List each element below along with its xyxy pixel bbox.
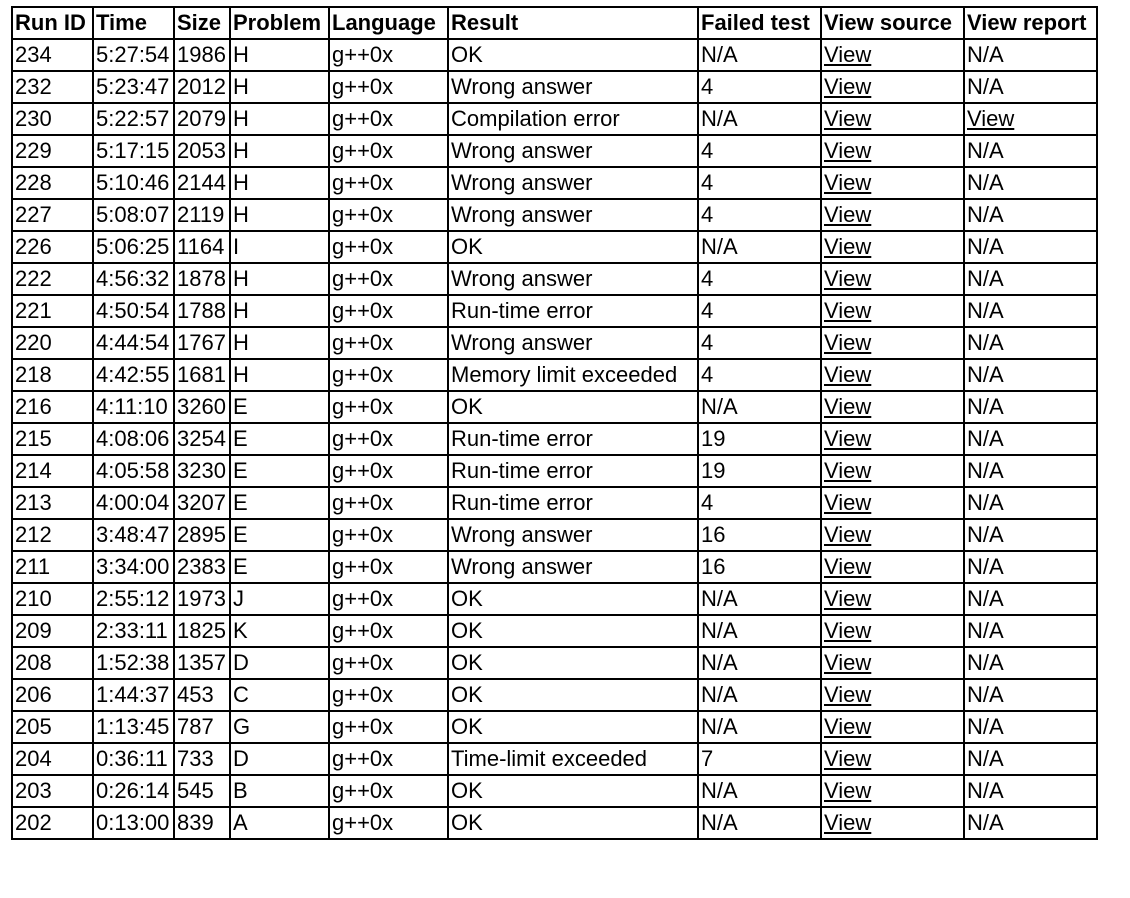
cell-run-id: 208 [12,647,93,679]
cell-failed-test: 4 [698,327,821,359]
cell-problem: H [230,39,329,71]
cell-problem: D [230,743,329,775]
header-failed-test: Failed test [698,7,821,39]
cell-view-source [821,519,964,551]
table-row [12,647,1097,679]
cell-result: Run-time error [448,455,698,487]
cell-result: OK [448,647,698,679]
view-source-link[interactable]: View [824,138,872,163]
cell-problem: E [230,551,329,583]
header-problem: Problem [230,7,329,39]
cell-result: OK [448,679,698,711]
cell-view-report: N/A [964,71,1097,103]
view-source-link[interactable]: View [824,714,872,739]
cell-view-source [821,551,964,583]
cell-language: g++0x [329,295,448,327]
cell-language: g++0x [329,199,448,231]
view-report-link[interactable]: View [967,106,1015,131]
cell-failed-test: N/A [698,39,821,71]
cell-view-report: N/A [964,263,1097,295]
cell-time: 5:10:46 [93,167,174,199]
cell-language: g++0x [329,423,448,455]
table-row [12,71,1097,103]
cell-size: 2144 [174,167,230,199]
view-source-link[interactable]: View [824,458,872,483]
cell-problem: H [230,167,329,199]
cell-view-source [821,167,964,199]
cell-view-source [821,807,964,839]
table-row [12,775,1097,807]
cell-language: g++0x [329,487,448,519]
cell-language: g++0x [329,359,448,391]
cell-time: 4:56:32 [93,263,174,295]
cell-size: 733 [174,743,230,775]
cell-size: 1825 [174,615,230,647]
cell-run-id: 214 [12,455,93,487]
view-source-link[interactable]: View [824,394,872,419]
cell-failed-test: 16 [698,551,821,583]
view-source-link[interactable]: View [824,106,872,131]
cell-view-report: N/A [964,583,1097,615]
cell-language: g++0x [329,679,448,711]
cell-failed-test: N/A [698,583,821,615]
cell-view-report: N/A [964,167,1097,199]
cell-run-id: 228 [12,167,93,199]
cell-result: Run-time error [448,487,698,519]
cell-time: 5:27:54 [93,39,174,71]
table-row [12,39,1097,71]
table-row [12,103,1097,135]
cell-time: 2:55:12 [93,583,174,615]
cell-view-source [821,135,964,167]
table-row [12,487,1097,519]
view-source-link[interactable]: View [824,426,872,451]
view-source-link[interactable]: View [824,298,872,323]
cell-language: g++0x [329,807,448,839]
cell-view-source [821,231,964,263]
cell-failed-test: N/A [698,807,821,839]
cell-view-source [821,263,964,295]
cell-failed-test: 4 [698,135,821,167]
cell-run-id: 229 [12,135,93,167]
table-row [12,295,1097,327]
view-source-link[interactable]: View [824,746,872,771]
view-source-link[interactable]: View [824,810,872,835]
cell-view-source [821,455,964,487]
cell-result: Wrong answer [448,199,698,231]
cell-size: 1681 [174,359,230,391]
cell-view-report: N/A [964,711,1097,743]
cell-view-report: N/A [964,743,1097,775]
view-source-link[interactable]: View [824,74,872,99]
cell-result: OK [448,231,698,263]
cell-view-source [821,199,964,231]
cell-view-report: N/A [964,679,1097,711]
table-row [12,455,1097,487]
cell-result: Compilation error [448,103,698,135]
cell-failed-test: 16 [698,519,821,551]
cell-size: 2895 [174,519,230,551]
cell-view-source [821,71,964,103]
table-row [12,551,1097,583]
cell-time: 3:34:00 [93,551,174,583]
cell-result: Wrong answer [448,71,698,103]
cell-time: 5:23:47 [93,71,174,103]
cell-size: 1878 [174,263,230,295]
cell-problem: H [230,295,329,327]
view-source-link[interactable]: View [824,554,872,579]
cell-size: 3254 [174,423,230,455]
header-result: Result [448,7,698,39]
cell-time: 4:44:54 [93,327,174,359]
table-row [12,391,1097,423]
cell-failed-test: N/A [698,615,821,647]
view-source-link[interactable]: View [824,330,872,355]
cell-problem: I [230,231,329,263]
cell-time: 5:22:57 [93,103,174,135]
cell-problem: H [230,199,329,231]
cell-language: g++0x [329,519,448,551]
cell-run-id: 215 [12,423,93,455]
cell-view-report: N/A [964,423,1097,455]
cell-view-source [821,103,964,135]
cell-run-id: 210 [12,583,93,615]
cell-time: 4:05:58 [93,455,174,487]
cell-failed-test: 4 [698,263,821,295]
cell-view-report: N/A [964,775,1097,807]
cell-result: Wrong answer [448,519,698,551]
cell-failed-test: 4 [698,167,821,199]
cell-result: Wrong answer [448,263,698,295]
cell-view-report: N/A [964,455,1097,487]
cell-size: 3260 [174,391,230,423]
cell-view-report: N/A [964,135,1097,167]
cell-problem: H [230,103,329,135]
cell-size: 453 [174,679,230,711]
cell-failed-test: N/A [698,231,821,263]
runs-table [11,6,1098,840]
cell-view-source [821,647,964,679]
cell-result: Run-time error [448,423,698,455]
cell-problem: H [230,135,329,167]
cell-view-report: N/A [964,551,1097,583]
cell-run-id: 204 [12,743,93,775]
view-source-link[interactable]: View [824,362,872,387]
cell-time: 4:42:55 [93,359,174,391]
cell-view-source [821,487,964,519]
view-source-link[interactable]: View [824,618,872,643]
cell-failed-test: 7 [698,743,821,775]
cell-result: OK [448,615,698,647]
cell-view-source [821,743,964,775]
cell-view-report: N/A [964,615,1097,647]
cell-language: g++0x [329,39,448,71]
cell-time: 4:08:06 [93,423,174,455]
cell-time: 0:26:14 [93,775,174,807]
cell-run-id: 211 [12,551,93,583]
header-size: Size [174,7,230,39]
cell-problem: C [230,679,329,711]
view-source-link[interactable]: View [824,682,872,707]
cell-view-report: N/A [964,231,1097,263]
cell-view-report: N/A [964,199,1097,231]
cell-time: 5:17:15 [93,135,174,167]
cell-language: g++0x [329,583,448,615]
table-row [12,199,1097,231]
cell-view-report: N/A [964,39,1097,71]
cell-size: 3207 [174,487,230,519]
cell-failed-test: 4 [698,71,821,103]
cell-failed-test: 19 [698,455,821,487]
cell-run-id: 206 [12,679,93,711]
table-row [12,583,1097,615]
cell-time: 4:11:10 [93,391,174,423]
cell-view-report [964,103,1097,135]
cell-time: 5:08:07 [93,199,174,231]
table-row [12,519,1097,551]
cell-result: Wrong answer [448,327,698,359]
cell-result: OK [448,775,698,807]
cell-run-id: 226 [12,231,93,263]
view-source-link[interactable]: View [824,522,872,547]
table-row [12,167,1097,199]
cell-result: OK [448,39,698,71]
cell-language: g++0x [329,615,448,647]
cell-language: g++0x [329,391,448,423]
cell-view-source [821,711,964,743]
cell-size: 2012 [174,71,230,103]
cell-run-id: 213 [12,487,93,519]
cell-time: 2:33:11 [93,615,174,647]
cell-time: 1:44:37 [93,679,174,711]
cell-run-id: 209 [12,615,93,647]
cell-language: g++0x [329,455,448,487]
cell-failed-test: 4 [698,295,821,327]
cell-run-id: 212 [12,519,93,551]
cell-language: g++0x [329,647,448,679]
cell-language: g++0x [329,263,448,295]
cell-view-source [821,359,964,391]
cell-run-id: 230 [12,103,93,135]
cell-language: g++0x [329,71,448,103]
cell-language: g++0x [329,551,448,583]
cell-size: 1973 [174,583,230,615]
cell-view-report: N/A [964,295,1097,327]
cell-size: 839 [174,807,230,839]
cell-size: 1357 [174,647,230,679]
cell-problem: D [230,647,329,679]
table-row [12,423,1097,455]
view-source-link[interactable]: View [824,490,872,515]
cell-problem: H [230,71,329,103]
cell-language: g++0x [329,775,448,807]
cell-size: 787 [174,711,230,743]
cell-failed-test: 4 [698,199,821,231]
cell-result: Time-limit exceeded [448,743,698,775]
view-source-link[interactable]: View [824,42,872,67]
header-row [12,7,1097,39]
cell-view-source [821,775,964,807]
cell-view-source [821,615,964,647]
view-source-link[interactable]: View [824,234,872,259]
cell-problem: H [230,359,329,391]
table-row [12,711,1097,743]
cell-run-id: 205 [12,711,93,743]
cell-view-report: N/A [964,391,1097,423]
cell-language: g++0x [329,231,448,263]
cell-problem: K [230,615,329,647]
cell-time: 0:13:00 [93,807,174,839]
cell-size: 1164 [174,231,230,263]
table-row [12,615,1097,647]
runs-table-container [11,6,1098,840]
cell-problem: E [230,487,329,519]
cell-run-id: 218 [12,359,93,391]
cell-time: 5:06:25 [93,231,174,263]
cell-failed-test: N/A [698,647,821,679]
cell-failed-test: 4 [698,359,821,391]
cell-problem: J [230,583,329,615]
view-source-link[interactable]: View [824,586,872,611]
cell-failed-test: N/A [698,391,821,423]
cell-size: 1986 [174,39,230,71]
cell-size: 1788 [174,295,230,327]
cell-run-id: 222 [12,263,93,295]
cell-result: OK [448,807,698,839]
cell-run-id: 202 [12,807,93,839]
cell-view-source [821,295,964,327]
table-row [12,743,1097,775]
cell-result: OK [448,583,698,615]
cell-view-source [821,39,964,71]
cell-size: 2079 [174,103,230,135]
cell-language: g++0x [329,135,448,167]
cell-problem: H [230,327,329,359]
cell-result: OK [448,711,698,743]
cell-failed-test: N/A [698,775,821,807]
cell-problem: E [230,519,329,551]
cell-language: g++0x [329,167,448,199]
cell-result: Wrong answer [448,167,698,199]
cell-view-source [821,391,964,423]
header-view-source: View source [821,7,964,39]
cell-result: Memory limit exceeded [448,359,698,391]
header-run-id: Run ID [12,7,93,39]
cell-time: 0:36:11 [93,743,174,775]
cell-result: Run-time error [448,295,698,327]
header-time: Time [93,7,174,39]
header-view-report: View report [964,7,1097,39]
cell-failed-test: N/A [698,679,821,711]
runs-table-body [12,39,1097,839]
cell-view-source [821,583,964,615]
cell-size: 545 [174,775,230,807]
table-row [12,263,1097,295]
table-row [12,231,1097,263]
cell-size: 2383 [174,551,230,583]
cell-problem: A [230,807,329,839]
view-source-link[interactable]: View [824,778,872,803]
cell-view-report: N/A [964,327,1097,359]
cell-view-report: N/A [964,647,1097,679]
cell-result: Wrong answer [448,135,698,167]
cell-time: 4:00:04 [93,487,174,519]
cell-run-id: 220 [12,327,93,359]
header-language: Language [329,7,448,39]
table-row [12,359,1097,391]
cell-size: 3230 [174,455,230,487]
view-source-link[interactable]: View [824,650,872,675]
view-source-link[interactable]: View [824,202,872,227]
cell-run-id: 232 [12,71,93,103]
cell-run-id: 221 [12,295,93,327]
cell-view-source [821,423,964,455]
table-row [12,807,1097,839]
cell-view-report: N/A [964,487,1097,519]
view-source-link[interactable]: View [824,266,872,291]
cell-language: g++0x [329,711,448,743]
cell-view-source [821,327,964,359]
cell-failed-test: 4 [698,487,821,519]
cell-view-report: N/A [964,519,1097,551]
cell-problem: E [230,423,329,455]
cell-size: 2053 [174,135,230,167]
cell-result: OK [448,391,698,423]
cell-language: g++0x [329,327,448,359]
cell-failed-test: 19 [698,423,821,455]
table-row [12,679,1097,711]
cell-view-source [821,679,964,711]
cell-run-id: 216 [12,391,93,423]
cell-time: 3:48:47 [93,519,174,551]
view-source-link[interactable]: View [824,170,872,195]
cell-size: 1767 [174,327,230,359]
cell-problem: E [230,455,329,487]
cell-run-id: 203 [12,775,93,807]
cell-problem: G [230,711,329,743]
cell-language: g++0x [329,103,448,135]
cell-time: 1:13:45 [93,711,174,743]
cell-run-id: 234 [12,39,93,71]
cell-time: 1:52:38 [93,647,174,679]
cell-problem: B [230,775,329,807]
cell-view-report: N/A [964,359,1097,391]
cell-failed-test: N/A [698,103,821,135]
cell-problem: H [230,263,329,295]
table-row [12,327,1097,359]
table-row [12,135,1097,167]
cell-time: 4:50:54 [93,295,174,327]
cell-run-id: 227 [12,199,93,231]
cell-language: g++0x [329,743,448,775]
cell-result: Wrong answer [448,551,698,583]
cell-failed-test: N/A [698,711,821,743]
cell-size: 2119 [174,199,230,231]
cell-problem: E [230,391,329,423]
cell-view-report: N/A [964,807,1097,839]
